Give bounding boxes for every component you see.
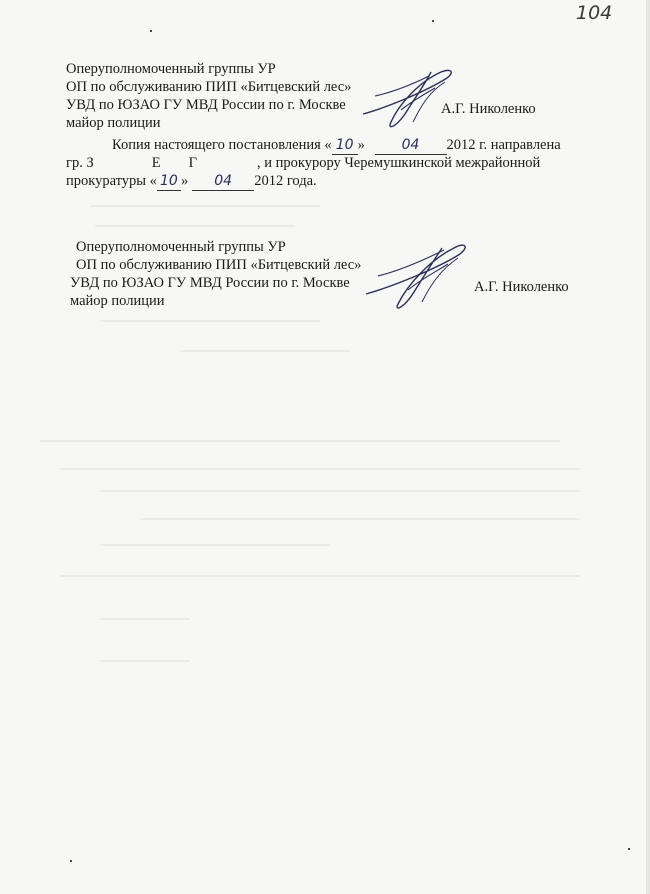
- bleed-through-mark: [100, 320, 320, 322]
- officer-dept-line: УВД по ЮЗАО ГУ МВД России по г. Москве: [66, 97, 346, 113]
- scan-speck: [150, 30, 152, 32]
- scan-edge: [646, 0, 650, 894]
- officer-rank-line-2: майор полиции: [70, 293, 165, 309]
- bleed-through-mark: [100, 660, 190, 662]
- officer-name: А.Г. Николенко: [441, 101, 536, 117]
- copy-text-start: Копия настоящего постановления «: [112, 137, 332, 153]
- signature-icon: [360, 236, 475, 314]
- copy-quote-close-2: »: [180, 173, 189, 189]
- copy-year-end: 2012 года.: [254, 173, 317, 189]
- signature-icon: [355, 62, 460, 132]
- prosecutor-text: , и прокурору Черемушкинской межрайонной: [256, 155, 541, 171]
- officer-title-line: Оперуполномоченный группы УР: [66, 61, 276, 77]
- copy-line-1: [112, 136, 561, 155]
- copy-day-field: [332, 136, 358, 155]
- scan-speck: [432, 20, 434, 22]
- copy-month-value: 04: [401, 137, 420, 153]
- recipient-initial-1: Е: [151, 155, 161, 171]
- copy-year-text: 2012 г. направлена: [446, 137, 561, 153]
- officer-rank-line: майор полиции: [66, 115, 161, 131]
- prosecution-text: прокуратуры «: [66, 173, 157, 189]
- bleed-through-mark: [60, 468, 580, 470]
- copy-quote-close: »: [357, 137, 365, 153]
- bleed-through-mark: [140, 518, 580, 520]
- bleed-through-mark: [90, 205, 320, 207]
- bleed-through-mark: [180, 350, 350, 352]
- officer-unit-line-2: ОП по обслуживанию ПИП «Битцевский лес»: [76, 257, 362, 273]
- recipient-prefix: гр. З: [66, 155, 94, 171]
- officer-unit-line: ОП по обслуживанию ПИП «Битцевский лес»: [66, 79, 352, 95]
- bleed-through-mark: [40, 440, 560, 442]
- copy-line-2: [66, 154, 540, 172]
- copy-month2-value: 04: [214, 173, 233, 189]
- bleed-through-mark: [60, 575, 580, 577]
- copy-day-value: 10: [335, 137, 354, 153]
- scan-speck: [70, 860, 72, 862]
- bleed-through-mark: [100, 490, 580, 492]
- scan-speck: [628, 848, 630, 850]
- page-number: 104: [576, 2, 613, 24]
- copy-month2-field: [192, 172, 254, 191]
- officer-name-2: А.Г. Николенко: [474, 279, 569, 295]
- copy-line-3: [66, 172, 317, 191]
- bleed-through-mark: [100, 618, 190, 620]
- recipient-initial-2: Г: [188, 155, 197, 171]
- officer-dept-line-2: УВД по ЮЗАО ГУ МВД России по г. Москве: [70, 275, 350, 291]
- copy-day2-field: [157, 172, 181, 191]
- copy-month-field: [375, 136, 447, 155]
- bleed-through-mark: [95, 225, 295, 227]
- copy-day2-value: 10: [160, 173, 178, 189]
- bleed-through-mark: [100, 544, 330, 546]
- officer-title-line-2: Оперуполномоченный группы УР: [76, 239, 286, 255]
